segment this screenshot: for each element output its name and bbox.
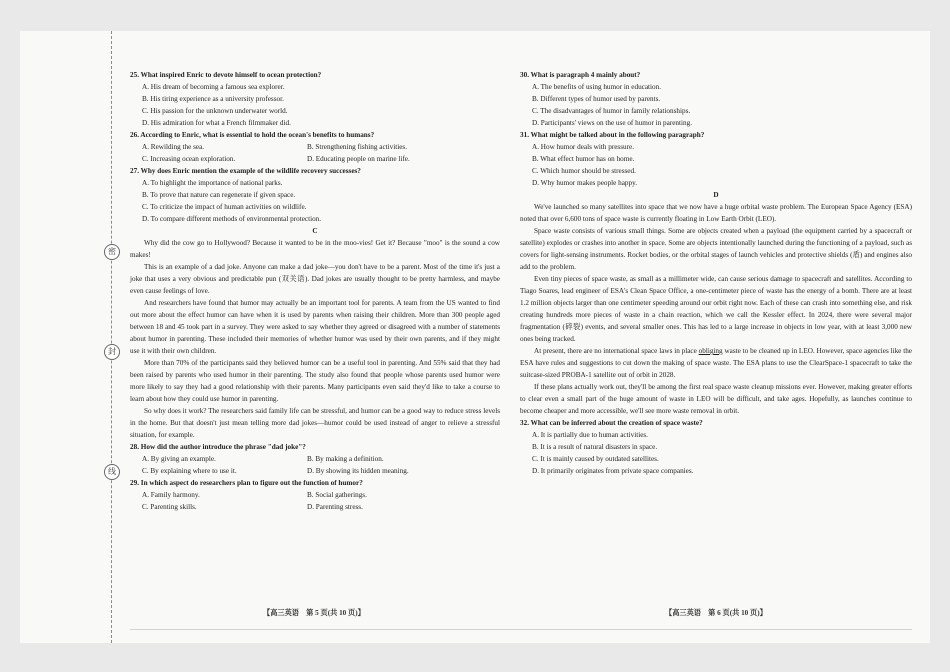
option-30b: B. Different types of humor used by parents. — [532, 95, 661, 103]
binding-mark-seal: 密 — [104, 244, 120, 260]
option-28a: A. By giving an example. — [142, 455, 216, 463]
question-29: 29. In which aspect do researchers plan to figure out the function of humor? — [130, 479, 363, 487]
question-27: 27. Why does Enric mention the example of the wildlife recovery successes? — [130, 167, 361, 175]
option-25a: A. His dream of becoming a famous sea explorer. — [142, 83, 285, 91]
option-25c: C. His passion for the unknown underwater world. — [142, 107, 288, 115]
binding-mark-envelope: 封 — [104, 344, 120, 360]
option-29d: D. Parenting stress. — [307, 503, 363, 511]
section-c-heading: C — [312, 227, 318, 235]
page-5-column — [130, 69, 500, 513]
option-29b: B. Social gatherings. — [307, 491, 367, 499]
passage-d-paragraph-5: If these plans actually work out, they'll be among the first real space waste cleanup missions ever. However, making greater efforts to clear even a small part of the huge amount of waste in LEO will be difficult, and take ages. Hopefully, as launches continue to become cheaper and more accessible, we'll see more waste removal in orbit. — [520, 383, 912, 415]
option-30c: C. The disadvantages of humor in family relationships. — [532, 107, 691, 115]
option-32b: B. It is a result of natural disasters in space. — [532, 443, 658, 451]
passage-c-paragraph-2: This is an example of a dad joke. Anyone can make a dad joke—you don't have to be a parent. Most of the time it's just a joke that uses a very obvious and predictable pun (双关语). Dad jokes are usually thought to be pretty harmless, and maybe even cause feelings of love. — [130, 263, 500, 295]
option-26b: B. Strengthening fishing activities. — [307, 143, 408, 151]
options-29-row1 — [130, 489, 500, 501]
option-30d: D. Participants' views on the use of humor in parenting. — [532, 119, 692, 127]
passage-d-paragraph-3: Even tiny pieces of space waste, as small as a millimeter wide, can cause serious damage to spacecraft and satellites. According to Tiago Soares, lead engineer of ESA's Clean Space Office, a one-centimeter piece of waste has the energy of a bomb. There are at least 1.2 million objects larger than one centimeter speeding around our orbit right now. Each of these can crash into something else, and risk creating hundreds more pieces of waste in a chain reaction, which we call the Kessler effect. In 2024, there were several major fragmentation (碎裂) events, and several smaller ones. This has led to a large increase in objects in low year, with at least 3,000 new ones being tracked. — [520, 275, 912, 343]
question-30: 30. What is paragraph 4 mainly about? — [520, 71, 641, 79]
options-26-row2 — [130, 153, 500, 165]
option-29c: C. Parenting skills. — [142, 503, 197, 511]
options-26-row1 — [130, 141, 500, 153]
section-d-heading: D — [713, 191, 719, 199]
option-26d: D. Educating people on marine life. — [307, 155, 410, 163]
page-5-footer: 【高三英语 第 5 页(共 10 页)】 — [263, 609, 365, 617]
passage-d-paragraph-1: We've launched so many satellites into space that we now have a huge orbital waste problem. The European Space Agency (ESA) noted that over 6,600 tons of space waste is currently floating in Low Earth Orbit (LEO). — [520, 203, 912, 223]
options-29-row2 — [130, 501, 500, 513]
option-27b: B. To prove that nature can regenerate if given space. — [142, 191, 296, 199]
option-27d: D. To compare different methods of environmental protection. — [142, 215, 322, 223]
passage-c-paragraph-3: And researchers have found that humor may actually be an important tool for parents. A team from the US wanted to find out more about the effect humor can have when it is used by parents when raising their children. More than 300 people aged between 18 and 45 took part in a survey. They were asked to say whether they agreed or disagreed with a number of statements about humor in parenting. These included their memories of whether humor was used by their own parents, and if they might use it with their own children. — [130, 299, 500, 355]
options-28-row2 — [130, 465, 500, 477]
paragraph-4-part-1: At present, there are no international space laws in place — [534, 347, 699, 355]
exam-sheet — [20, 31, 930, 643]
options-28-row1 — [130, 453, 500, 465]
option-29a: A. Family harmony. — [142, 491, 200, 499]
binding-mark-line: 线 — [104, 464, 120, 480]
option-28b: B. By making a definition. — [307, 455, 384, 463]
option-31d: D. Why humor makes people happy. — [532, 179, 637, 187]
question-25: 25. What inspired Enric to devote himself to ocean protection? — [130, 71, 322, 79]
option-28d: D. By showing its hidden meaning. — [307, 467, 409, 475]
page-6-column — [520, 69, 912, 477]
question-32: 32. What can be inferred about the creation of space waste? — [520, 419, 703, 427]
option-25b: B. His tiring experience as a university professor. — [142, 95, 284, 103]
passage-d-paragraph-4 — [520, 345, 912, 381]
binding-line — [111, 31, 112, 643]
underlined-word-obliging: obliging — [698, 347, 723, 355]
option-28c: C. By explaining where to use it. — [142, 467, 237, 475]
option-32c: C. It is mainly caused by outdated satellites. — [532, 455, 659, 463]
option-26a: A. Rewilding the sea. — [142, 143, 205, 151]
option-32a: A. It is partially due to human activities. — [532, 431, 648, 439]
question-28: 28. How did the author introduce the phrase "dad joke"? — [130, 443, 306, 451]
option-25d: D. His admiration for what a French filmmaker did. — [142, 119, 291, 127]
paragraph-4-part-2: waste to be cleaned up in LEO. However, space agencies like the ESA have rules and suggestions to cut down the making of space waste. The ESA plans to use the ClearSpace-1 spacecraft to take the suitcase-sized PROBA-1 satellite out of orbit in 2028. — [520, 347, 912, 379]
passage-c-paragraph-1: Why did the cow go to Hollywood? Because it wanted to be in the moo-vies! Get it? Because "moo" is the sound a cow makes! — [130, 239, 500, 259]
question-26: 26. According to Enric, what is essential to hold the ocean's benefits to humans? — [130, 131, 375, 139]
option-32d: D. It primarily originates from private space companies. — [532, 467, 694, 475]
page-6-footer: 【高三英语 第 6 页(共 10 页)】 — [665, 609, 767, 617]
option-27a: A. To highlight the importance of national parks. — [142, 179, 283, 187]
passage-c-paragraph-5: So why does it work? The researchers said family life can be stressful, and humor can be a good way to reduce stress levels in the home. But that doesn't just mean telling more dad jokes—humor could be used instead of anger to relieve a stressful situation, for example. — [130, 407, 500, 439]
passage-d-paragraph-2: Space waste consists of various small things. Some are objects created when a payload (the equipment carried by a spacecraft or satellite) explodes or crashes into another in space. Some are objects intentionally launched during the functioning of a payload, such as covers for light-sensing instruments. Rocket bodies, or the orbital stages of launch vehicles and protective shields (盾) and engines also add to the problem. — [520, 227, 912, 271]
passage-c-paragraph-4: More than 70% of the participants said they believed humor can be a useful tool in parenting. And 55% said that they had been raised by parents who used humor in their parenting. The study also found that people whose parents used humor were more likely to say they had a good relationship with their parents. Many participants even said they'd like to take a course to learn about how they could use humor in parenting. — [130, 359, 500, 403]
option-27c: C. To criticize the impact of human activities on wildlife. — [142, 203, 307, 211]
option-26c: C. Increasing ocean exploration. — [142, 155, 236, 163]
option-31c: C. Which humor should be stressed. — [532, 167, 636, 175]
option-30a: A. The benefits of using humor in education. — [532, 83, 662, 91]
question-31: 31. What might be talked about in the following paragraph? — [520, 131, 705, 139]
option-31a: A. How humor deals with pressure. — [532, 143, 635, 151]
bottom-rule — [130, 629, 912, 630]
option-31b: B. What effect humor has on home. — [532, 155, 635, 163]
